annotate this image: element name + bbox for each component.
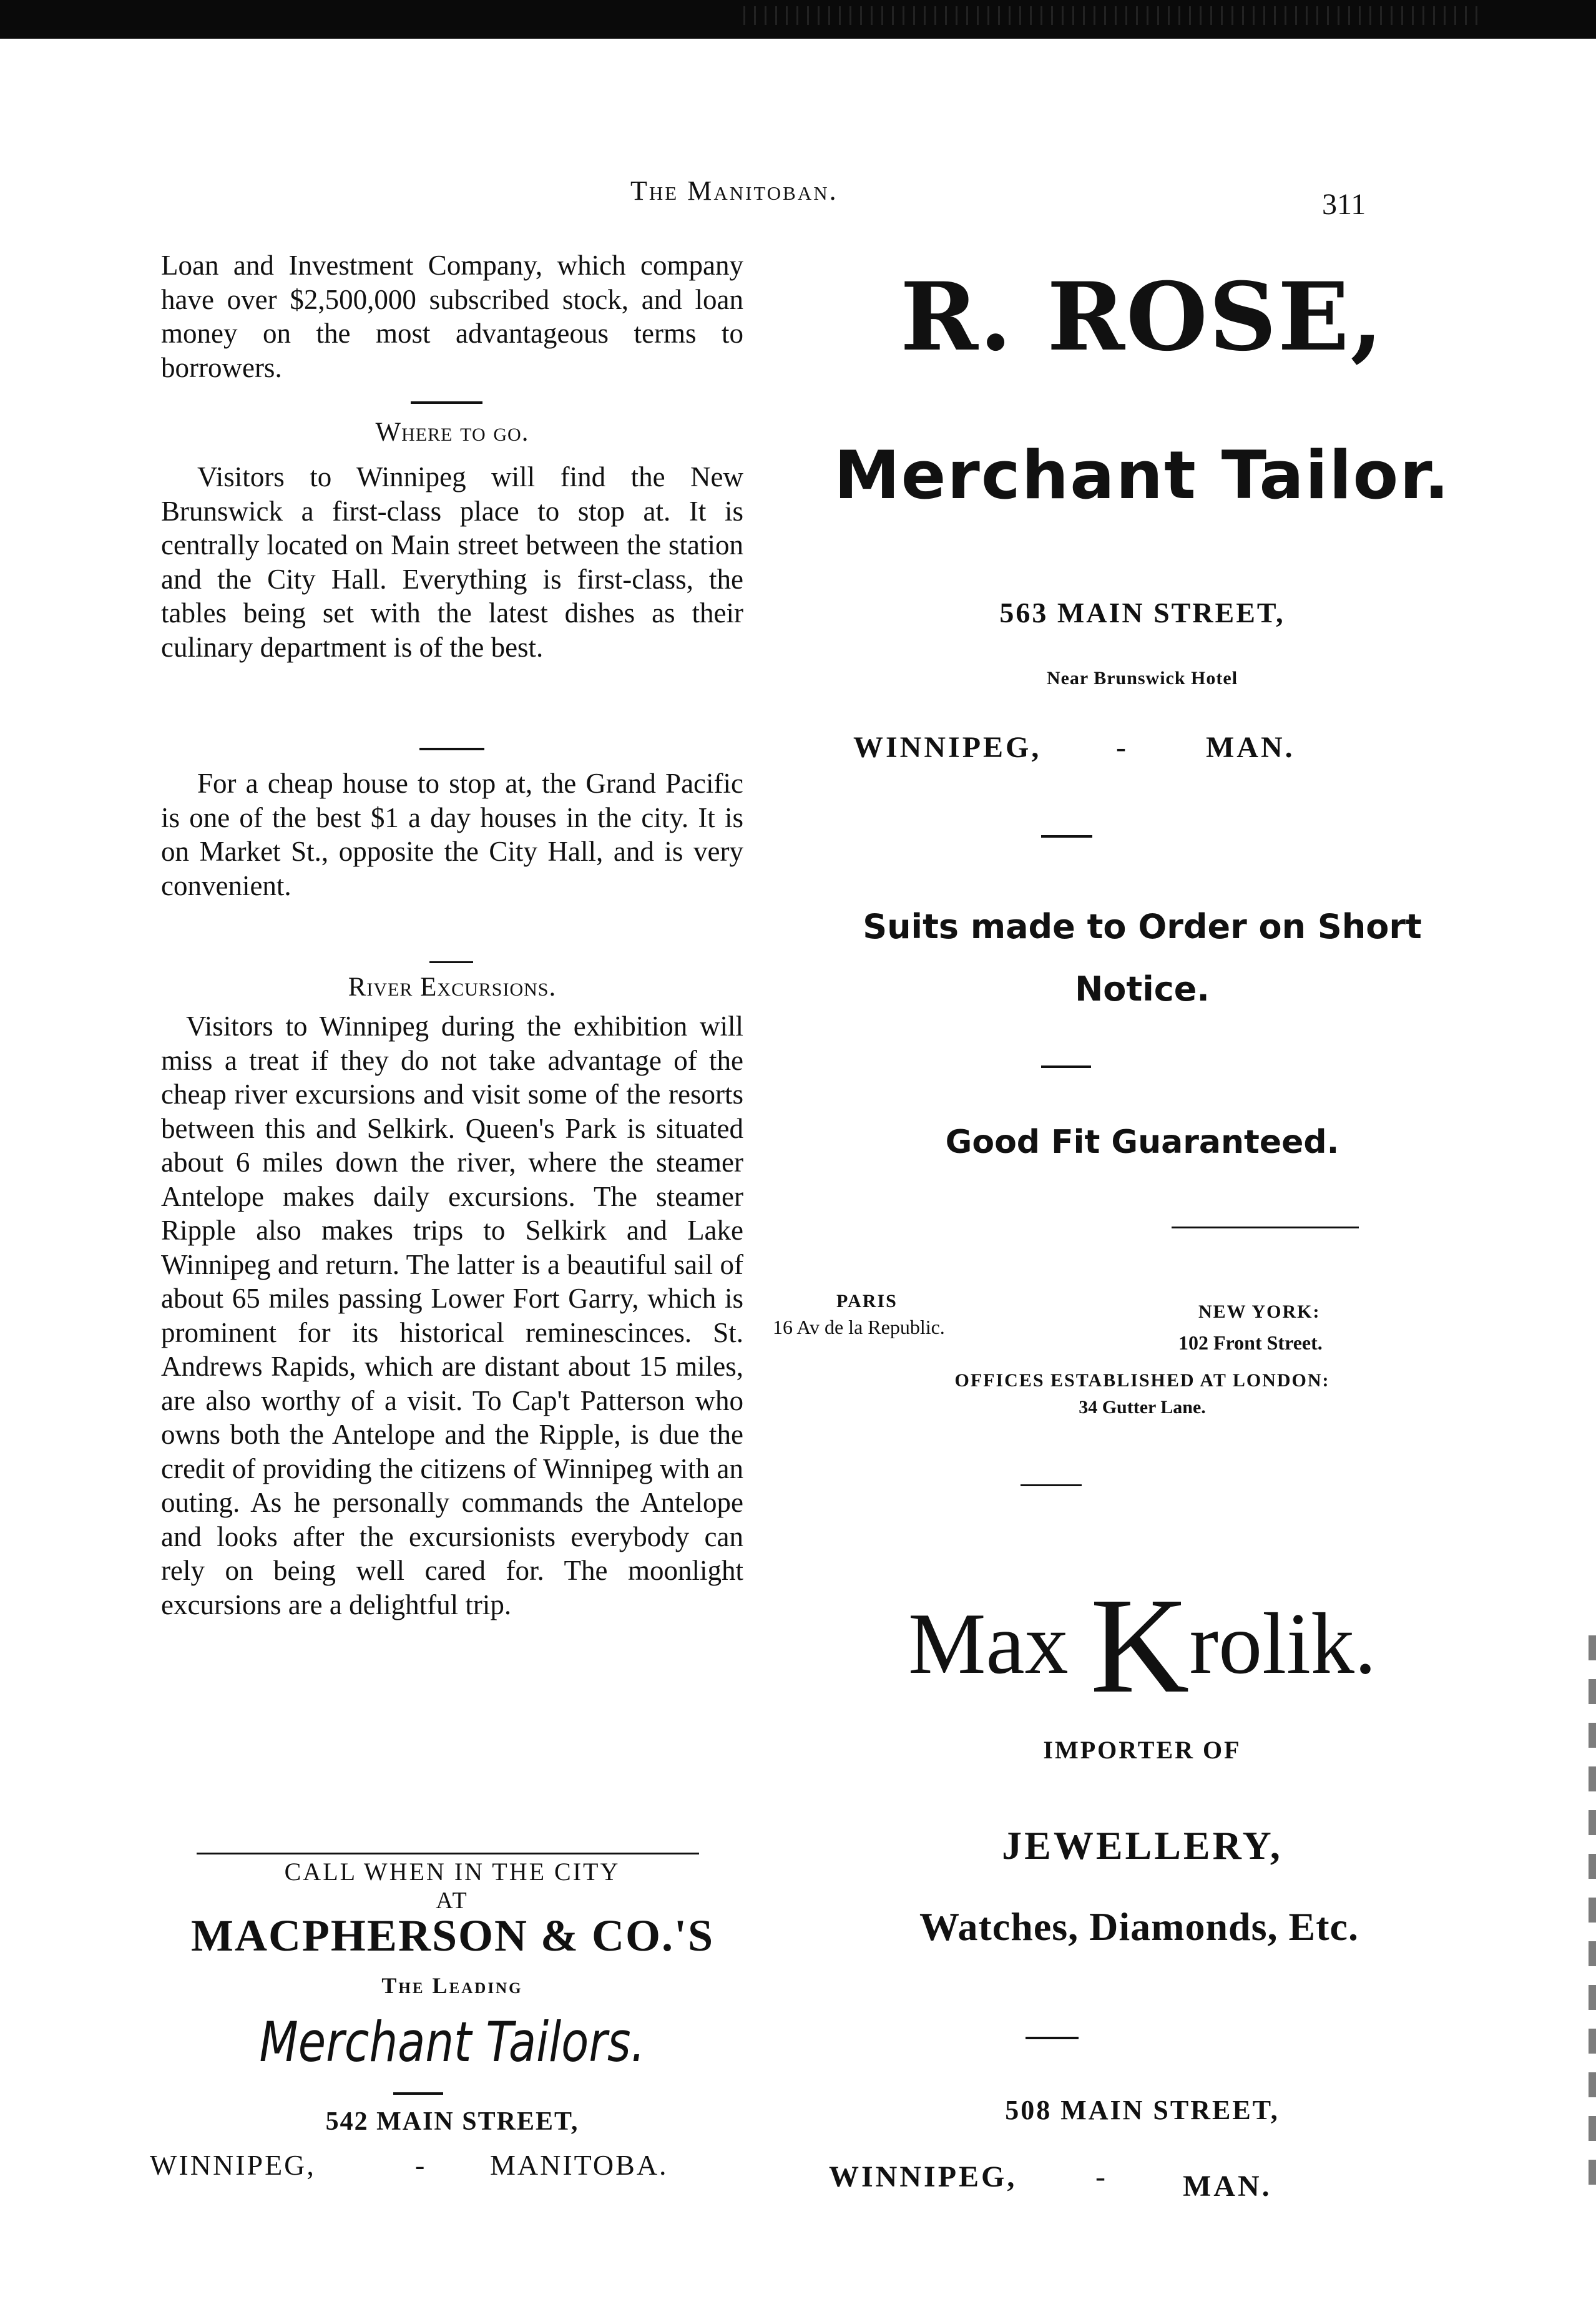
krolik-initial: K [1090,1569,1190,1722]
krolik-name [768,1548,1517,1722]
rose-trade: Merchant Tailor. [834,437,1451,514]
macpherson-city: WINNIPEG, [150,2149,316,2181]
rose-surname: ROSE, [1047,262,1384,372]
krolik-province: MAN. [1183,2170,1272,2203]
separator-rule [419,748,484,750]
heading-river-excursions: River Excursions. [348,972,557,1002]
krolik-city: WINNIPEG, [829,2160,1017,2193]
separator-rule [429,961,473,963]
ad-at-text: AT [436,1888,469,1914]
rose-initial: R. [900,262,1014,372]
scan-top-edge [0,0,1596,39]
macpherson-tagline: Merchant Tailors. [259,2010,645,2074]
separator-rule [393,2092,443,2095]
macpherson-name: MACPHERSON & CO.'S [190,1911,715,1961]
rose-paris-address: 16 Av de la Republic. [773,1316,945,1338]
page-number: 311 [1322,188,1366,221]
krolik-importer: IMPORTER OF [1043,1736,1241,1764]
krolik-first: Max [908,1595,1069,1692]
separator-rule [1026,2037,1079,2039]
running-title: The Manitoban. [630,175,838,206]
heading-where-to-go: Where to go. [375,418,529,447]
rose-name [768,262,1517,372]
rose-province: MAN. [1206,731,1295,764]
separator-rule [411,401,482,404]
rose-london-address: 34 Gutter Lane. [1079,1397,1206,1418]
scan-noise [735,6,1484,25]
rose-fit: Good Fit Guaranteed. [945,1124,1339,1161]
paragraph-cheap-house: For a cheap house to stop at, the Grand Pacific is one of the best $1 a day houses in the city. It is on Market St., opposite the City Hall, and is very convenient. [161,768,743,901]
rose-paris-label: PARIS [836,1291,898,1311]
macpherson-province: MANITOBA. [490,2149,668,2181]
rose-ny-address: 102 Front Street. [1178,1331,1323,1354]
rose-london-label: OFFICES ESTABLISHED AT LONDON: [954,1370,1330,1391]
macpherson-dash: - [415,2149,425,2181]
rose-dash: - [1116,731,1126,764]
rose-address: 563 MAIN STREET, [999,597,1285,629]
rose-suits: Suits made to Order on Short Notice. [863,907,1422,1009]
krolik-rest: rolik. [1189,1595,1376,1692]
krolik-dash: - [1095,2160,1105,2193]
paragraph-river: Visitors to Winnipeg during the exhibition will miss a treat if they do not take advantage of the cheap river excursions and visit some of the resorts between this and Selkirk. Queen's Park is situated about 6 miles down the river, where the steamer Antelope makes daily excursions. The steamer Ripple also makes trips to Selkirk and Lake Winnipeg and return. The latter is a beautiful sail of about 65 miles passing Lower Fort Garry, which is prominent for its historical reminescinces. St. Andrews Rapids, which are distant about 15 miles, are also worthy of a visit. To Cap't Patterson who owns both the Antelope and the Ripple, is due the credit of providing the citizens of Winnipeg with an outing. As he personally commands the Antelope and looks after the excursionists everybody can rely on being well cared for. The moonlight excursions are a delightful trip. [161,1011,743,1620]
separator-rule [1041,835,1092,838]
krolik-goods: Watches, Diamonds, Etc. [919,1904,1359,1949]
paragraph-loan: Loan and Investment Company, which company have over $2,500,000 subscribed stock, and loan money on the most advantageous terms to borrowers. [161,250,743,383]
paragraph-visitors: Visitors to Winnipeg will find the New Brunswick a first-class place to stop at. It is centrally located on Main street between the station and the City Hall. Everything is first-class, the tables being set with the latest dishes as their culinary department is of the best. [161,461,743,663]
macpherson-address: 542 MAIN STREET, [325,2107,579,2136]
krolik-jewellery: JEWELLERY, [1002,1823,1283,1868]
separator-rule [1021,1484,1082,1486]
macpherson-leading: The Leading [381,1973,523,1998]
rose-ny-label: NEW YORK: [1198,1301,1321,1322]
separator-rule [1172,1227,1359,1228]
rose-near: Near Brunswick Hotel [1046,668,1238,688]
rose-city: WINNIPEG, [853,731,1042,764]
ad-call-text: CALL WHEN IN THE CITY [284,1858,620,1886]
scan-right-edge [1589,1635,1596,2197]
krolik-address: 508 MAIN STREET, [1005,2095,1280,2125]
separator-rule [1041,1065,1091,1068]
ad-divider [197,1853,699,1854]
